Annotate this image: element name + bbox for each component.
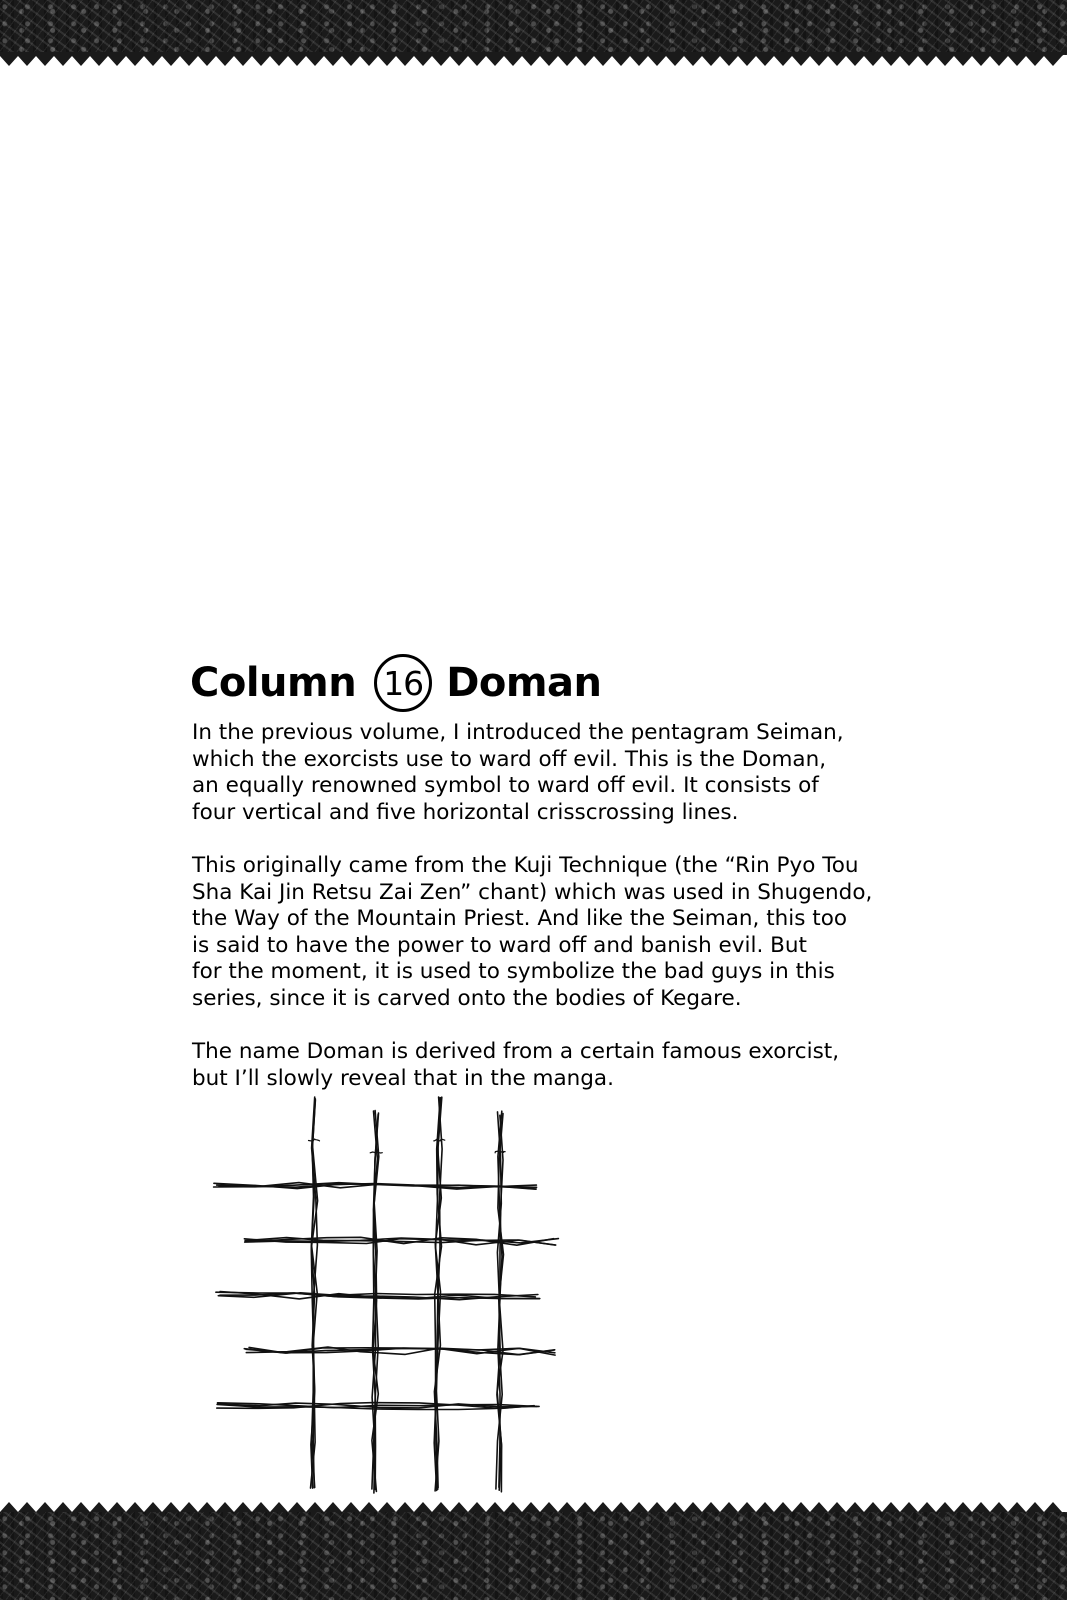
column-title bbox=[190, 654, 602, 712]
paragraph-3: The name Doman is derived from a certain famous exorcist, but I’ll slowly reveal that in the manga. bbox=[192, 1039, 840, 1091]
top-border-jagged-edge bbox=[0, 52, 1067, 68]
doman-stroke bbox=[309, 1139, 320, 1141]
doman-stroke bbox=[370, 1152, 382, 1153]
bottom-decorative-border bbox=[0, 1512, 1067, 1600]
paragraph-2: This originally came from the Kuji Technique (the “Rin Pyo Tou Sha Kai Jin Retsu Zai Zen” chant) which was used in Shugendo, the Way of the Mountain Priest. And like the Seiman, this too is said to have the power to ward off and banish evil. But for the moment, it is used to symbolize the bad guys in this series, since it is carved onto the bodies of Kegare. bbox=[192, 853, 873, 1011]
doman-grid-icon bbox=[205, 1095, 570, 1495]
paragraph-1: In the previous volume, I introduced the pentagram Seiman, which the exorcists use to ward off evil. This is the Doman, an equally renowned symbol to ward off evil. It consists of four vertical and five horizontal crisscrossing lines. bbox=[192, 720, 844, 825]
column-number-badge: 16 bbox=[374, 654, 432, 712]
column-name: Doman bbox=[446, 660, 602, 706]
column-body bbox=[192, 720, 932, 1119]
top-decorative-border bbox=[0, 0, 1067, 55]
column-label: Column bbox=[190, 660, 357, 706]
